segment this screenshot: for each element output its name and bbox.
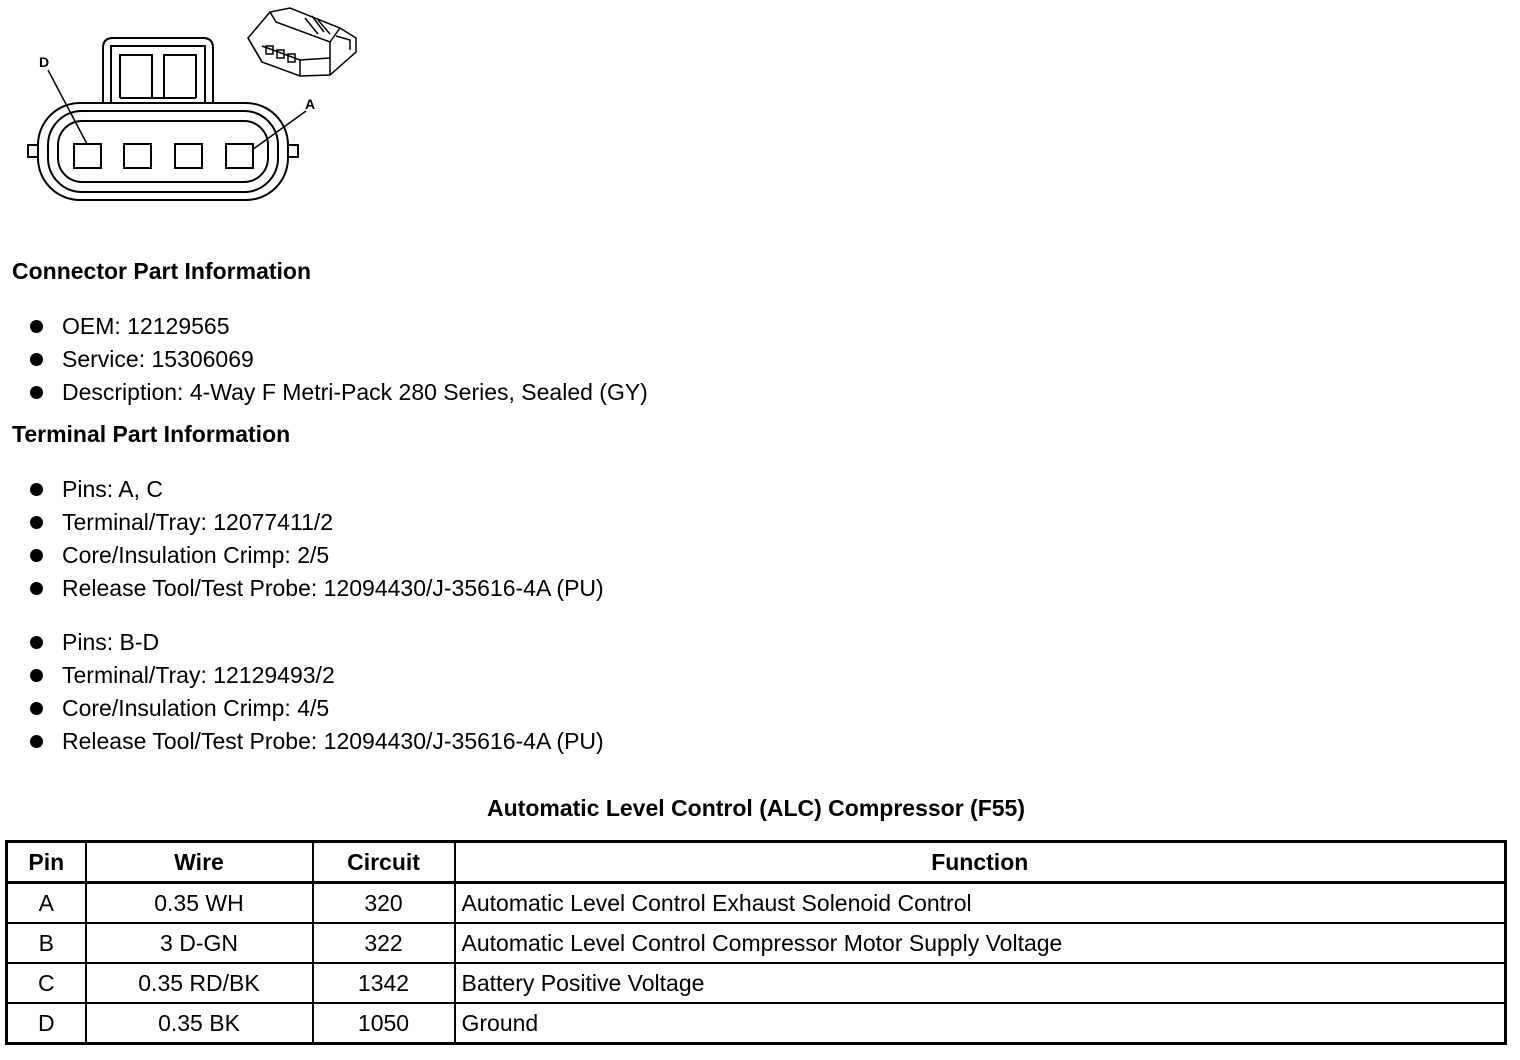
column-header-circuit: Circuit	[313, 842, 455, 883]
cell-wire: 3 D-GN	[86, 923, 313, 963]
list-item: Terminal/Tray: 12077411/2	[30, 506, 604, 539]
terminal-group-1-list	[30, 473, 604, 605]
table-header-row	[7, 842, 1506, 883]
list-item: Release Tool/Test Probe: 12094430/J-35616-4A (PU)	[30, 572, 604, 605]
bullet-icon	[30, 669, 43, 682]
column-header-wire: Wire	[86, 842, 313, 883]
list-item: Core/Insulation Crimp: 4/5	[30, 692, 604, 725]
table-row	[7, 923, 1506, 963]
cell-wire: 0.35 RD/BK	[86, 963, 313, 1003]
terminal-info-heading: Terminal Part Information	[12, 421, 291, 447]
list-item: Pins: B-D	[30, 626, 604, 659]
list-item: Release Tool/Test Probe: 12094430/J-35616-4A (PU)	[30, 725, 604, 758]
list-item: Pins: A, C	[30, 473, 604, 506]
table-title: Automatic Level Control (ALC) Compressor (F55)	[487, 795, 1025, 821]
bullet-icon	[30, 320, 43, 333]
connector-info-heading: Connector Part Information	[12, 258, 312, 284]
bullet-icon	[30, 636, 43, 649]
cell-circuit: 320	[313, 883, 455, 924]
cell-function: Ground	[455, 1003, 1506, 1044]
bullet-icon	[30, 483, 43, 496]
list-item: Core/Insulation Crimp: 2/5	[30, 539, 604, 572]
column-header-function: Function	[455, 842, 1506, 883]
cell-circuit: 322	[313, 923, 455, 963]
list-item: OEM: 12129565	[30, 310, 648, 343]
bullet-icon	[30, 549, 43, 562]
cell-circuit: 1050	[313, 1003, 455, 1044]
cell-function: Automatic Level Control Compressor Motor Supply Voltage	[455, 923, 1506, 963]
pin-label-d: D	[39, 54, 50, 70]
table-row	[7, 963, 1506, 1003]
bullet-icon	[30, 582, 43, 595]
bullet-icon	[30, 735, 43, 748]
table-row	[7, 1003, 1506, 1044]
terminal-group-2-list	[30, 626, 604, 758]
bullet-icon	[30, 386, 43, 399]
connector-info-list	[30, 310, 648, 409]
pinout-table	[5, 840, 1507, 1045]
bullet-icon	[30, 353, 43, 366]
cell-pin: C	[7, 963, 86, 1003]
cell-circuit: 1342	[313, 963, 455, 1003]
list-item: Terminal/Tray: 12129493/2	[30, 659, 604, 692]
cell-function: Battery Positive Voltage	[455, 963, 1506, 1003]
cell-function: Automatic Level Control Exhaust Solenoid Control	[455, 883, 1506, 924]
list-item: Service: 15306069	[30, 343, 648, 376]
column-header-pin: Pin	[7, 842, 86, 883]
cell-wire: 0.35 BK	[86, 1003, 313, 1044]
bullet-icon	[30, 516, 43, 529]
cell-pin: B	[7, 923, 86, 963]
cell-wire: 0.35 WH	[86, 883, 313, 924]
cell-pin: A	[7, 883, 86, 924]
connector-iso-icon	[248, 8, 356, 76]
cell-pin: D	[7, 1003, 86, 1044]
pin-label-a: A	[305, 96, 316, 112]
table-row	[7, 883, 1506, 924]
list-item: Description: 4-Way F Metri-Pack 280 Series, Sealed (GY)	[30, 376, 648, 409]
connector-diagram	[0, 0, 380, 215]
bullet-icon	[30, 702, 43, 715]
